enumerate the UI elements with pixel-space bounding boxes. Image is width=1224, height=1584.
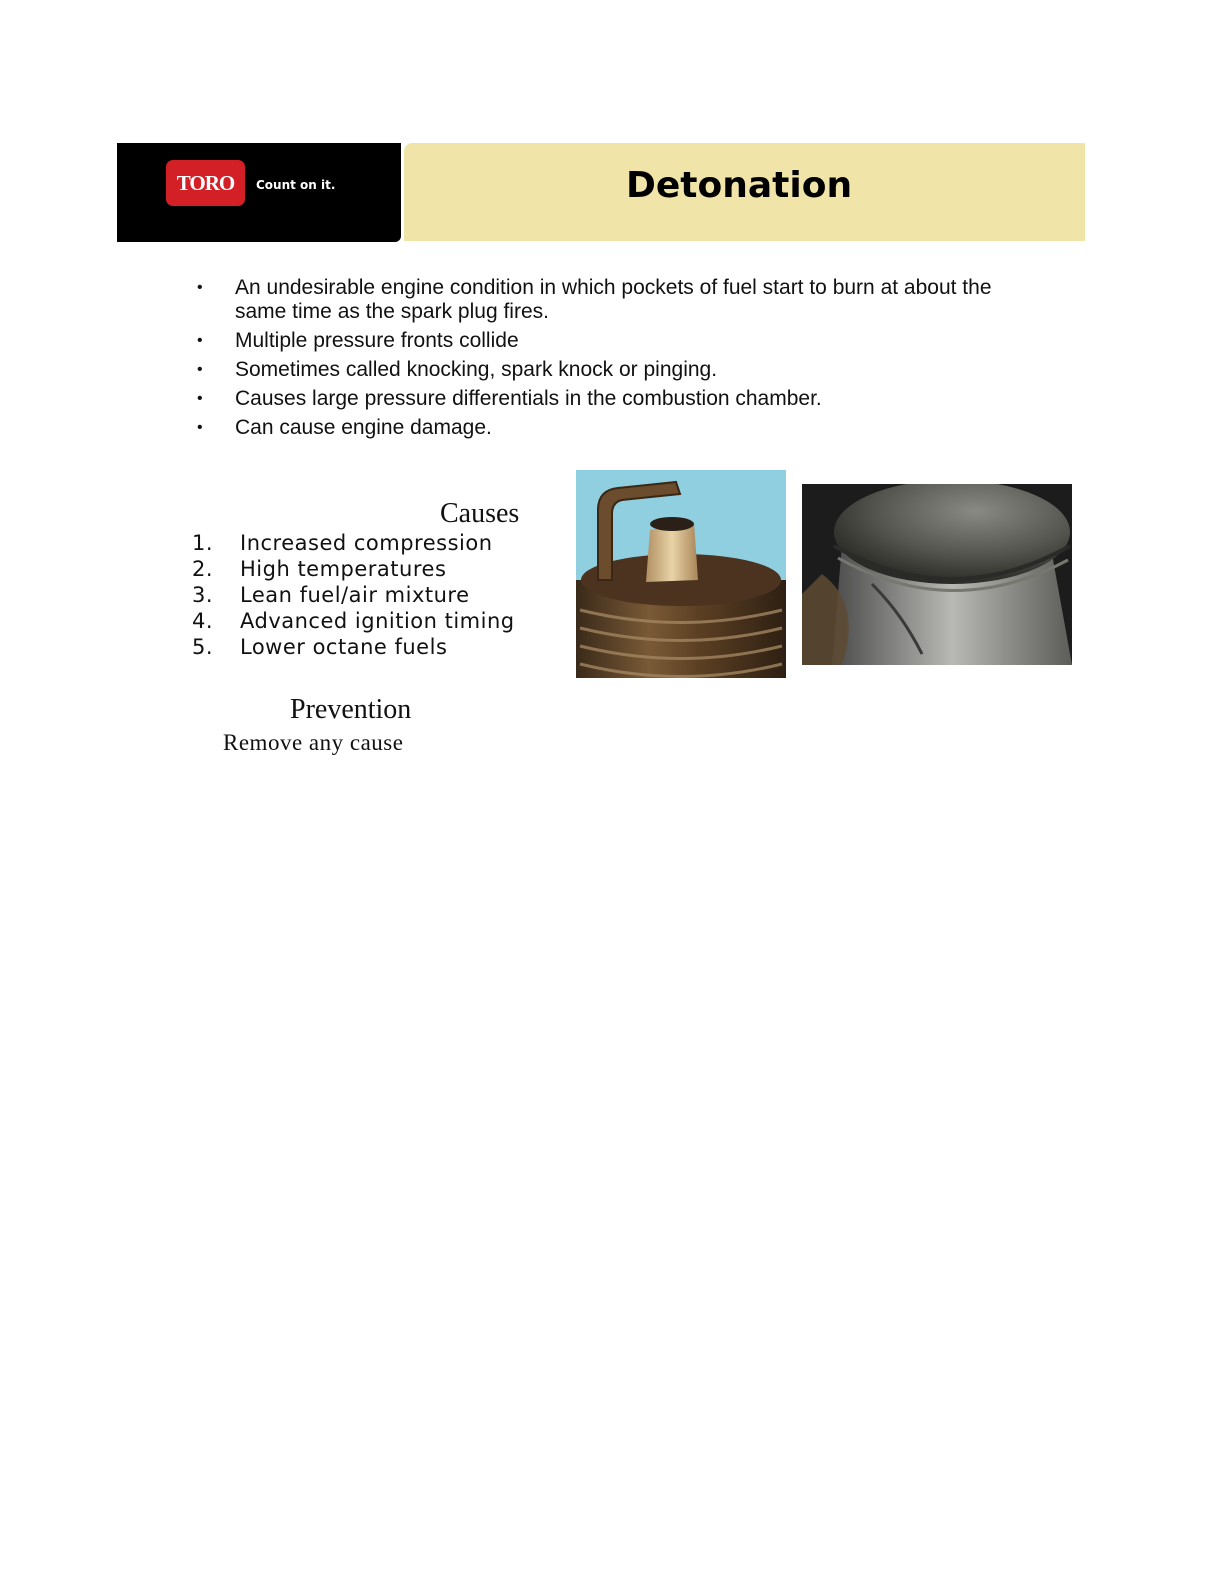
prevention-heading: Prevention xyxy=(290,694,412,725)
causes-heading: Causes xyxy=(440,498,520,529)
title-banner xyxy=(404,143,1085,241)
cause-item xyxy=(192,608,515,634)
prevention-text: Remove any cause xyxy=(223,730,404,755)
cause-number: 4. xyxy=(192,609,214,633)
cause-text: Lower octane fuels xyxy=(240,635,448,659)
cause-number: 5. xyxy=(192,635,214,659)
cause-text: Lean fuel/air mixture xyxy=(240,583,470,607)
piston-photo xyxy=(802,484,1072,665)
cause-item xyxy=(192,582,515,608)
cause-item xyxy=(192,556,515,582)
cause-text: Increased compression xyxy=(240,531,493,555)
toro-logo-text: TORO xyxy=(176,170,235,195)
bullet-item: • An undesirable engine condition in which pockets of fuel start to burn at about the same time as the spark plug fires. xyxy=(197,276,1047,324)
cause-number: 2. xyxy=(192,557,214,581)
logo-banner xyxy=(117,143,401,242)
cause-item xyxy=(192,634,515,660)
cause-text: High temperatures xyxy=(240,557,447,581)
cause-text: Advanced ignition timing xyxy=(240,609,515,633)
logo-tagline: Count on it. xyxy=(256,178,336,192)
bullet-item: • Can cause engine damage. xyxy=(197,416,1047,440)
toro-logo xyxy=(166,160,245,206)
definition-bullets xyxy=(197,276,1047,445)
bullet-item: • Multiple pressure fronts collide xyxy=(197,329,1047,353)
bullet-item: • Causes large pressure differentials in the combustion chamber. xyxy=(197,387,1047,411)
page-title: Detonation xyxy=(626,165,853,206)
cause-number: 3. xyxy=(192,583,214,607)
bullet-item: • Sometimes called knocking, spark knock or pinging. xyxy=(197,358,1047,382)
cause-number: 1. xyxy=(192,531,214,555)
causes-list xyxy=(192,530,515,660)
spark-plug-photo xyxy=(576,470,786,678)
cause-item xyxy=(192,530,515,556)
